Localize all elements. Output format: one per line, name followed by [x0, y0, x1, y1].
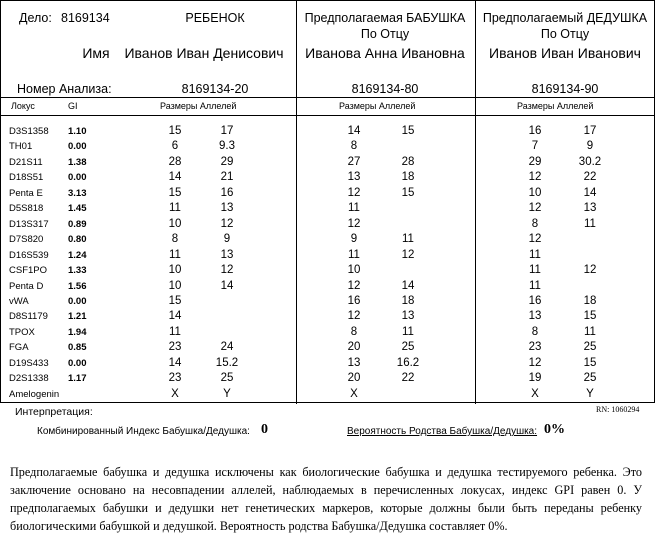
gi-value: 1.94	[68, 326, 87, 338]
gf-allele-2: 9	[586, 140, 594, 153]
gf-allele-1: 11	[529, 264, 541, 277]
locus-name: TH01	[9, 141, 33, 153]
grandfather-alleles-header: Размеры Аллелей	[517, 101, 594, 111]
gf-allele-1: 7	[531, 140, 539, 153]
interpretation-label: Интерпретация:	[15, 406, 93, 418]
gf-allele-2: 15	[583, 356, 597, 369]
name-label: Имя	[82, 45, 110, 61]
child-analysis-number: 8169134-20	[181, 82, 249, 96]
columns-divider	[1, 115, 654, 116]
locus-name: D18S51	[9, 172, 44, 184]
grandmother-analysis-number: 8169134-80	[351, 82, 419, 96]
child-allele-1: X	[171, 387, 179, 400]
locus-column-header: Локус	[11, 101, 35, 111]
child-allele-2: 16	[220, 186, 234, 199]
locus-name: D21S11	[9, 156, 43, 168]
gm-allele-2: 16.2	[396, 356, 420, 369]
child-allele-2: 17	[220, 125, 234, 137]
child-allele-2: 12	[220, 264, 234, 277]
gf-allele-2: 30.2	[578, 155, 602, 168]
gi-value: 0.89	[68, 218, 87, 230]
gi-value: 1.56	[68, 280, 87, 292]
locus-name: Penta D	[9, 280, 44, 292]
gf-allele-1: 13	[528, 310, 542, 323]
gm-allele-1: 16	[347, 294, 361, 307]
child-allele-2: 15.2	[215, 356, 239, 369]
divider-child-grandmother	[296, 1, 297, 404]
gm-allele-1: X	[350, 387, 358, 400]
gm-allele-1: 8	[350, 140, 358, 153]
gf-allele-1: 23	[528, 341, 542, 354]
gm-allele-2: 13	[401, 310, 415, 323]
gm-allele-1: 11	[348, 248, 360, 261]
gm-allele-1: 12	[347, 279, 361, 292]
combined-index-label: Комбинированный Индекс Бабушка/Дедушка:	[37, 426, 250, 437]
gi-value: 1.33	[68, 265, 87, 277]
child-allele-1: 14	[168, 356, 182, 369]
child-allele-2: 25	[220, 372, 234, 385]
locus-name: D8S1179	[9, 311, 48, 323]
gf-allele-1: 11	[529, 248, 541, 261]
grandfather-analysis-number: 8169134-90	[531, 82, 599, 96]
gm-allele-1: 13	[347, 171, 361, 184]
child-allele-1: 23	[168, 341, 182, 354]
gi-value: 1.38	[68, 156, 87, 168]
gf-allele-2: Y	[586, 387, 594, 400]
child-allele-1: 15	[168, 125, 182, 137]
gf-allele-1: 12	[528, 202, 542, 215]
gi-value: 0.80	[68, 234, 87, 246]
gm-allele-1: 20	[347, 372, 361, 385]
gf-allele-1: 29	[528, 155, 542, 168]
gf-allele-1: 8	[531, 217, 539, 230]
gm-allele-1: 11	[348, 202, 360, 215]
grandmother-name: Иванова Анна Ивановна	[305, 45, 465, 61]
gm-allele-1: 9	[350, 233, 358, 246]
child-allele-1: 11	[169, 325, 181, 338]
child-allele-2: 12	[220, 217, 234, 230]
locus-name: D13S317	[9, 218, 49, 230]
gi-value: 0.00	[68, 357, 87, 369]
child-allele-1: 14	[168, 171, 182, 184]
gm-allele-1: 12	[347, 186, 361, 199]
gf-allele-1: 16	[528, 294, 542, 307]
gm-allele-1: 12	[347, 310, 361, 323]
gm-allele-2: 18	[401, 171, 415, 184]
locus-name: CSF1PO	[9, 265, 48, 277]
header-divider	[1, 97, 654, 98]
rn-number: RN: 1060294	[596, 405, 640, 414]
combined-index-value: 0	[261, 422, 268, 437]
gf-allele-2: 13	[583, 202, 597, 215]
grandmother-subtitle: По Отцу	[360, 27, 410, 41]
grandmother-title: Предполагаемая БАБУШКА	[304, 11, 466, 25]
gf-allele-2: 22	[583, 171, 597, 184]
child-allele-2: 13	[220, 248, 234, 261]
locus-name: D3S1358	[9, 126, 49, 137]
locus-name: Penta E	[9, 187, 43, 199]
child-allele-1: 15	[168, 294, 182, 307]
gi-value: 1.24	[68, 249, 87, 261]
gm-allele-2: 18	[401, 294, 415, 307]
gi-value: 1.21	[68, 311, 87, 323]
locus-name: vWA	[9, 295, 29, 307]
locus-name: D7S820	[9, 234, 44, 246]
gi-value: 1.45	[68, 203, 87, 215]
gf-allele-2: 25	[583, 341, 597, 354]
locus-name: FGA	[9, 342, 29, 354]
child-allele-2: 9.3	[219, 140, 235, 153]
child-allele-2: 29	[220, 155, 234, 168]
child-allele-2: Y	[223, 387, 231, 400]
child-allele-1: 11	[169, 248, 181, 261]
gm-allele-1: 20	[347, 341, 361, 354]
gf-allele-2: 17	[583, 125, 597, 137]
case-number: 8169134	[61, 11, 110, 25]
gf-allele-2: 11	[584, 325, 596, 338]
child-allele-1: 15	[168, 186, 182, 199]
child-allele-1: 10	[168, 217, 182, 230]
gf-allele-1: 12	[528, 233, 542, 246]
child-allele-1: 10	[168, 279, 182, 292]
locus-name: D5S818	[9, 203, 44, 215]
probability-value: 0%	[544, 422, 565, 437]
child-alleles-header: Размеры Аллелей	[160, 101, 237, 111]
gm-allele-2: 11	[402, 233, 414, 246]
gf-allele-1: 10	[528, 186, 542, 199]
grandfather-subtitle: По Отцу	[540, 27, 590, 41]
child-allele-1: 10	[168, 264, 182, 277]
gf-allele-1: 12	[528, 356, 542, 369]
locus-name: D16S539	[9, 249, 49, 261]
grandfather-title: Предполагаемый ДЕДУШКА	[482, 11, 648, 25]
analysis-label: Номер Анализа:	[17, 82, 112, 96]
case-label: Дело:	[19, 11, 52, 25]
gi-value: 0.00	[68, 295, 87, 307]
divider-grandmother-grandfather	[475, 1, 476, 404]
locus-name: D2S1338	[9, 373, 49, 385]
gf-allele-1: 12	[528, 171, 542, 184]
gm-allele-2: 14	[401, 279, 415, 292]
gm-allele-2: 28	[401, 155, 415, 168]
grandfather-name: Иванов Иван Иванович	[489, 45, 641, 61]
gm-allele-1: 8	[350, 325, 358, 338]
gm-allele-2: 11	[402, 325, 414, 338]
child-allele-2: 24	[220, 341, 234, 354]
gf-allele-2: 18	[583, 294, 597, 307]
locus-name: D19S433	[9, 357, 49, 369]
gm-allele-2: 22	[401, 372, 415, 385]
child-name: Иванов Иван Денисович	[124, 45, 284, 61]
gm-allele-2: 25	[401, 341, 415, 354]
child-title: РЕБЕНОК	[185, 11, 245, 25]
gf-allele-1: 11	[529, 279, 541, 292]
gf-allele-2: 14	[583, 186, 597, 199]
gi-value: 0.00	[68, 141, 87, 153]
probability-label: Вероятность Родства Бабушка/Дедушка:	[347, 426, 538, 437]
child-allele-1: 11	[169, 202, 181, 215]
child-allele-1: 6	[171, 140, 179, 153]
gi-value: 0.00	[68, 172, 87, 184]
child-allele-2: 13	[220, 202, 234, 215]
gf-allele-2: 15	[583, 310, 597, 323]
gf-allele-1: 8	[531, 325, 539, 338]
gm-allele-1: 14	[347, 125, 361, 137]
child-allele-1: 23	[168, 372, 182, 385]
conclusion-paragraph: Предполагаемые бабушка и дедушка исключены как биологические бабушка и дедушка тестируемого ребенка. Это заключение основано на несовпадении аллелей, наблюдаемых в перечисленных локусах, индекс GPI равен 0. У предполагаемых бабушки и дедушки нет генетических маркеров, которые должны были быть переданы ребенку биологическими бабушкой и дедушкой. Вероятность родства Бабушка/Дедушка составляет 0%.	[10, 465, 642, 533]
gm-allele-2: 12	[401, 248, 415, 261]
gm-allele-1: 10	[347, 264, 361, 277]
grandmother-alleles-header: Размеры Аллелей	[339, 101, 416, 111]
child-allele-1: 14	[168, 310, 182, 323]
child-allele-2: 9	[223, 233, 231, 246]
gf-allele-2: 11	[584, 217, 596, 230]
gm-allele-1: 12	[347, 217, 361, 230]
gi-column-header: GI	[68, 101, 78, 111]
gm-allele-1: 13	[347, 356, 361, 369]
locus-name: TPOX	[9, 326, 35, 338]
gf-allele-1: 19	[528, 372, 542, 385]
gf-allele-1: X	[531, 387, 539, 400]
gm-allele-2: 15	[401, 186, 415, 199]
gi-value: 0.85	[68, 342, 87, 354]
gf-allele-2: 12	[583, 264, 597, 277]
locus-name: Amelogenin	[9, 388, 60, 400]
child-allele-2: 14	[220, 279, 234, 292]
gi-value: 1.10	[68, 126, 87, 137]
gf-allele-1: 16	[528, 125, 542, 137]
gm-allele-2: 15	[401, 125, 415, 137]
child-allele-1: 28	[168, 155, 182, 168]
gi-value: 3.13	[68, 187, 87, 199]
gi-value: 1.17	[68, 373, 87, 385]
child-allele-1: 8	[171, 233, 179, 246]
gm-allele-1: 27	[347, 155, 361, 168]
child-allele-2: 21	[220, 171, 234, 184]
gf-allele-2: 25	[583, 372, 597, 385]
